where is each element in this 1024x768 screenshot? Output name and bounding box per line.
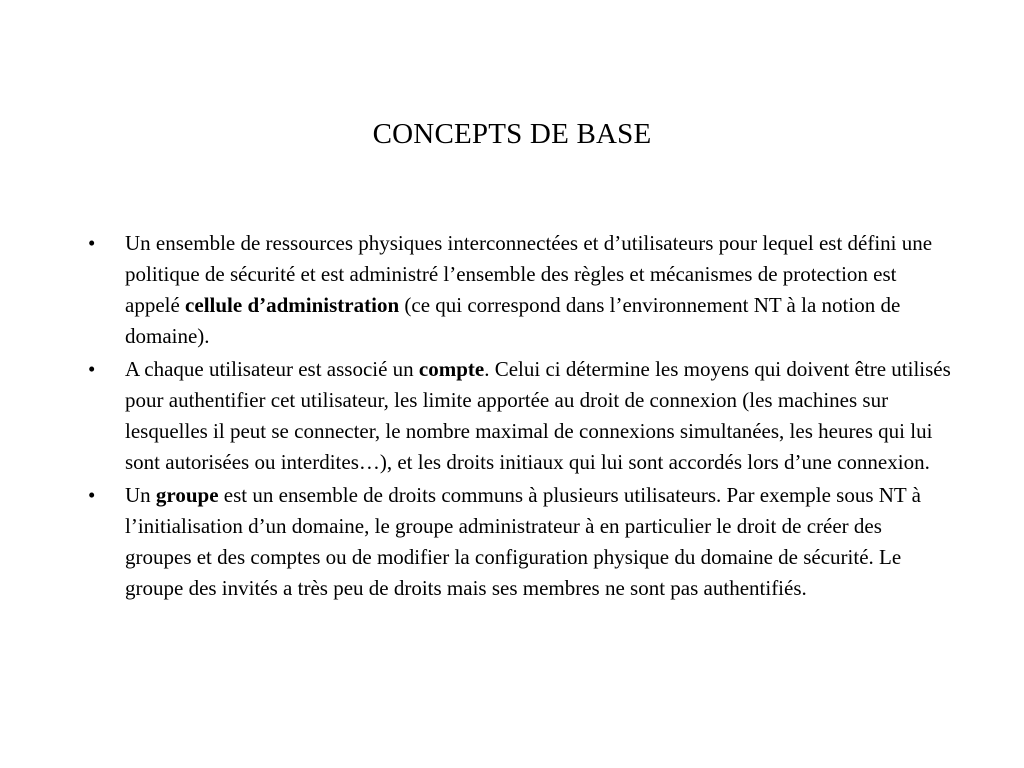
bullet-text-bold: compte (418, 357, 485, 381)
bullet-icon: • (88, 231, 96, 255)
bullet-text-bold: groupe (155, 483, 219, 507)
bullet-text-bold: cellule d’administration (185, 293, 400, 317)
bullet-item-2 (82, 354, 952, 478)
bullet-text-post: . Celui ci détermine les moyens qui doivent être utilisés pour authentifier cet utilisateur, les limite apportée au droit de connexion (les machines sur lesquelles il peut se connecter, le nombre maximal de connexions simultanées, les heures qui lui sont autorisées ou interdites…), et les droits initiaux qui lui sont accordés lors d’une connexion. (125, 357, 951, 474)
bullet-item-1 (82, 228, 952, 352)
bullet-text-pre: A chaque utilisateur est associé un (125, 357, 419, 381)
bullet-text (125, 357, 951, 474)
bullet-item-3 (82, 480, 952, 604)
bullet-text-pre: Un (125, 483, 156, 507)
bullet-icon: • (88, 357, 96, 381)
bullet-text-post: (ce qui correspond dans l’environnement NT à la notion de domaine). (125, 293, 901, 348)
bullet-text-pre: Un ensemble de ressources physiques interconnectées et d’utilisateurs pour lequel est défini une politique de sécurité et est administré l’ensemble des règles et mécanismes de protection est appelé (125, 231, 933, 317)
bullet-text-post: est un ensemble de droits communs à plusieurs utilisateurs. Par exemple sous NT à l’initialisation d’un domaine, le groupe administrateur à en particulier le droit de créer des groupes et des comptes ou de modifier la configuration physique du domaine de sécurité. Le groupe des invités a très peu de droits mais ses membres ne sont pas authentifiés. (125, 483, 921, 600)
bullet-list (82, 228, 952, 606)
bullet-icon: • (88, 483, 96, 507)
bullet-text (125, 231, 932, 348)
bullet-text (125, 483, 921, 600)
slide-title: CONCEPTS DE BASE (372, 118, 652, 150)
